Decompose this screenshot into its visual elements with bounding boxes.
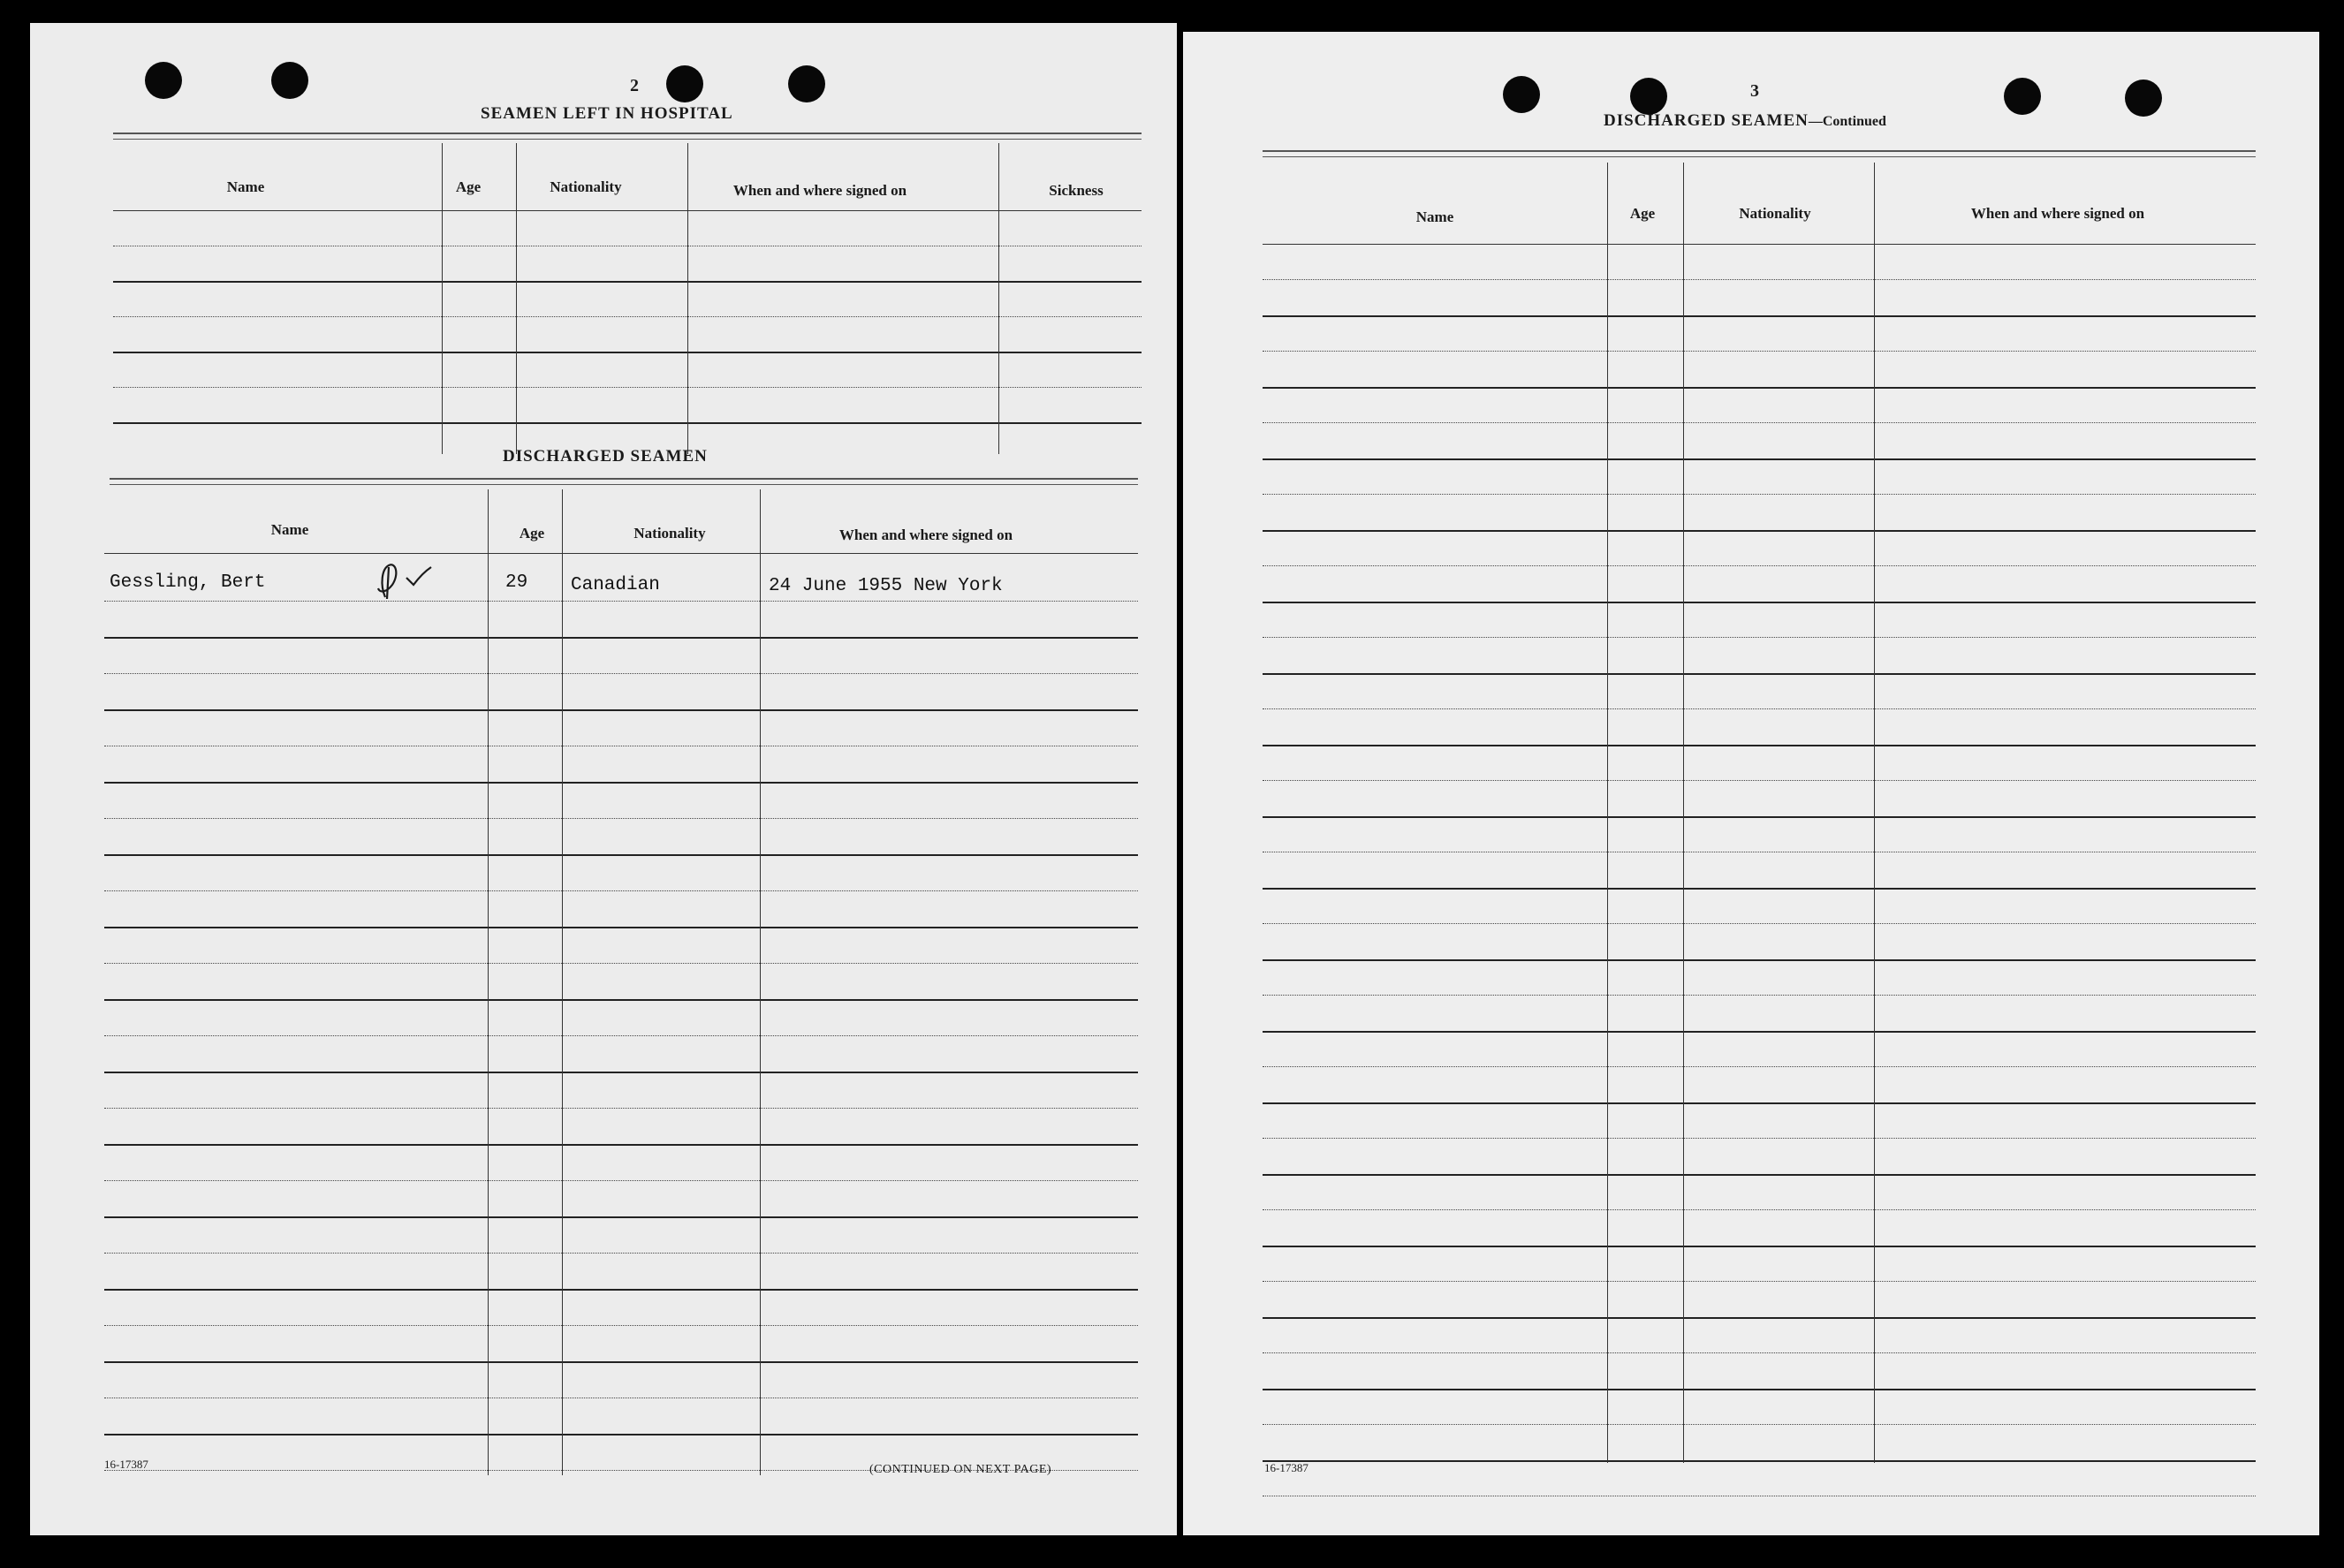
row-rule (1263, 458, 2256, 460)
col-header-nationality: Nationality (550, 178, 622, 195)
column-divider (516, 143, 517, 454)
column-divider (760, 489, 761, 1475)
row-rule (113, 352, 1142, 353)
col-header-name: Name (1415, 208, 1454, 225)
row-rule (1263, 1031, 2256, 1033)
punch-hole (145, 62, 182, 99)
row-rule (104, 1361, 1138, 1363)
seaman-name: Gessling, Bert (110, 572, 266, 593)
section-title-discharged: DISCHARGED SEAMEN (503, 447, 708, 466)
row-rule (104, 709, 1138, 711)
title-rule (113, 133, 1142, 140)
row-rule (104, 1216, 1138, 1218)
row-rule (1263, 637, 2256, 638)
row-rule (1263, 351, 2256, 352)
row-rule (1263, 602, 2256, 603)
col-header-name: Name (226, 178, 265, 195)
column-divider (488, 489, 489, 1475)
column-divider (442, 143, 443, 454)
row-rule (104, 601, 1138, 602)
column-divider (1874, 163, 1875, 1463)
row-rule (104, 782, 1138, 784)
continued-note: (CONTINUED ON NEXT PAGE) (869, 1463, 1052, 1476)
row-rule (104, 1253, 1138, 1254)
col-header-when-where: When and where signed on (1970, 205, 2145, 222)
row-rule (1263, 816, 2256, 818)
col-header-nationality: Nationality (633, 525, 706, 542)
row-rule (104, 927, 1138, 928)
col-header-when-where: When and where signed on (838, 526, 1013, 543)
col-header-name: Name (270, 521, 309, 538)
row-rule (1263, 1424, 2256, 1425)
col-header-age: Age (519, 525, 545, 542)
punch-hole (666, 65, 703, 102)
row-rule (1263, 1460, 2256, 1462)
row-rule (1263, 708, 2256, 709)
row-rule (104, 1035, 1138, 1036)
row-rule (1263, 1209, 2256, 1210)
discharged-table (104, 489, 1138, 1479)
row-rule (1263, 673, 2256, 675)
form-number: 16-17387 (1264, 1461, 1309, 1474)
punch-hole (2125, 80, 2162, 117)
right-page (1183, 32, 2319, 1535)
row-rule (104, 1108, 1138, 1109)
handwritten-initials (369, 558, 440, 602)
row-rule (1263, 1281, 2256, 1282)
row-rule (1263, 565, 2256, 566)
page-number: 3 (1750, 81, 1759, 101)
hospital-table (113, 143, 1142, 456)
form-number: 16-17387 (104, 1458, 148, 1471)
row-rule (1263, 888, 2256, 890)
row-rule (1263, 1174, 2256, 1176)
col-header-nationality: Nationality (1739, 205, 1811, 222)
punch-hole (271, 62, 308, 99)
header-rule (1263, 244, 2256, 245)
row-rule (104, 1325, 1138, 1326)
punch-hole (2004, 78, 2041, 115)
row-rule (1263, 923, 2256, 924)
punch-hole (788, 65, 825, 102)
column-divider (562, 489, 563, 1475)
row-rule (113, 387, 1142, 388)
row-rule (1263, 959, 2256, 961)
row-rule (113, 316, 1142, 317)
row-rule (1263, 1352, 2256, 1353)
title-main: DISCHARGED SEAMEN (1604, 111, 1809, 130)
seaman-nationality: Canadian (571, 575, 660, 595)
row-rule (1263, 1066, 2256, 1067)
row-rule (1263, 387, 2256, 389)
row-rule (104, 1434, 1138, 1435)
col-header-age: Age (455, 178, 482, 195)
row-rule (1263, 1102, 2256, 1104)
punch-hole (1630, 78, 1667, 115)
left-page (30, 23, 1177, 1535)
row-rule (1263, 315, 2256, 317)
row-rule (1263, 995, 2256, 996)
discharged-continued-table (1263, 163, 2256, 1470)
row-rule (1263, 279, 2256, 280)
row-rule (1263, 530, 2256, 532)
section-title-discharged-continued (1604, 111, 1886, 131)
row-rule (1263, 1389, 2256, 1390)
header-rule (104, 553, 1138, 554)
row-rule (1263, 1138, 2256, 1139)
title-rule (110, 478, 1138, 485)
title-suffix: —Continued (1808, 114, 1886, 129)
row-rule (104, 1144, 1138, 1146)
row-rule (104, 963, 1138, 964)
row-rule (104, 637, 1138, 639)
row-rule (1263, 780, 2256, 781)
row-rule (1263, 494, 2256, 495)
row-rule (104, 1180, 1138, 1181)
row-rule (104, 1289, 1138, 1291)
page-number: 2 (630, 76, 639, 95)
row-rule (104, 854, 1138, 856)
title-rule (1263, 150, 2256, 157)
row-rule (104, 673, 1138, 674)
row-rule (104, 999, 1138, 1001)
punch-hole (1503, 76, 1540, 113)
section-title-hospital: SEAMEN LEFT IN HOSPITAL (481, 104, 733, 123)
col-header-when-where: When and where signed on (732, 182, 907, 199)
row-rule (1263, 1246, 2256, 1247)
row-rule (1263, 745, 2256, 746)
row-rule (113, 281, 1142, 283)
header-rule (113, 210, 1142, 211)
col-header-age: Age (1629, 205, 1656, 222)
row-rule (104, 1072, 1138, 1073)
column-divider (998, 143, 999, 454)
seaman-age: 29 (505, 572, 528, 593)
row-rule (1263, 1317, 2256, 1319)
seaman-when-where: 24 June 1955 New York (769, 576, 1003, 596)
row-rule (104, 890, 1138, 891)
row-rule (1263, 422, 2256, 423)
row-rule (113, 422, 1142, 424)
row-rule (104, 818, 1138, 819)
col-header-sickness: Sickness (1049, 182, 1104, 199)
column-divider (1683, 163, 1684, 1463)
column-divider (687, 143, 688, 454)
column-divider (1607, 163, 1608, 1463)
